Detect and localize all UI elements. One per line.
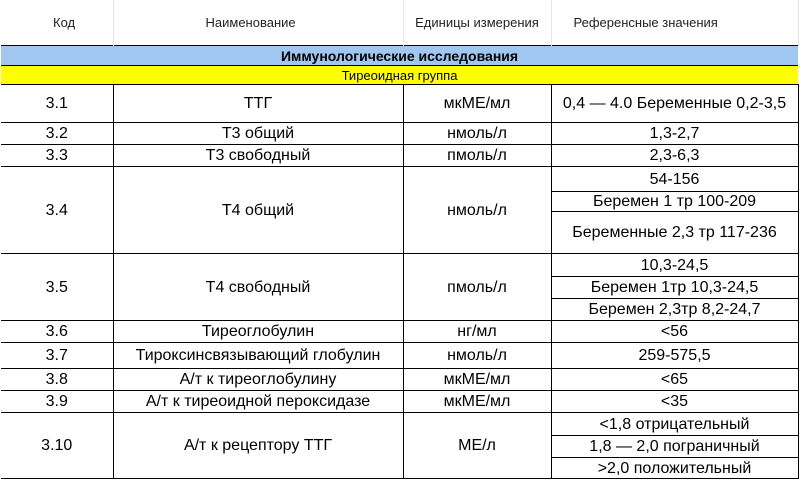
cell-code: 3.6: [1, 321, 113, 343]
cell-units: пмоль/л: [403, 145, 551, 167]
header-name: Наименование: [113, 0, 403, 46]
cell-code: 3.9: [1, 391, 113, 413]
cell-name: А/т к тиреоидной пероксидазе: [113, 391, 403, 413]
cell-reference: Беременные 2,3 тр 117-236: [551, 212, 798, 254]
cell-reference: Беремен 1тр 10,3-24,5: [551, 277, 798, 299]
cell-code: 3.1: [1, 85, 113, 123]
section-title: Иммунологические исследования: [1, 46, 798, 66]
cell-units: мкМЕ/мл: [403, 369, 551, 391]
cell-name: А/т к тиреоглобулину: [113, 369, 403, 391]
cell-code: 3.3: [1, 145, 113, 167]
cell-units: нмоль/л: [403, 343, 551, 369]
cell-reference: 0,4 — 4.0 Беременные 0,2-3,5: [551, 85, 798, 123]
cell-units: мкМЕ/мл: [403, 85, 551, 123]
cell-reference: <56: [551, 321, 798, 343]
cell-reference: <35: [551, 391, 798, 413]
cell-reference: 1,8 — 2,0 пограничный: [551, 436, 798, 458]
cell-code: 3.10: [1, 413, 113, 479]
section-row: [1, 46, 798, 66]
header-units: Единицы измерения: [403, 0, 551, 46]
cell-code: 3.8: [1, 369, 113, 391]
table-row: [1, 391, 798, 413]
cell-reference: 2,3-6,3: [551, 145, 798, 167]
cell-code: 3.4: [1, 167, 113, 254]
table-row: [1, 369, 798, 391]
cell-name: Т3 свободный: [113, 145, 403, 167]
cell-units: нмоль/л: [403, 123, 551, 145]
table-row: [1, 167, 798, 192]
cell-units: пмоль/л: [403, 254, 551, 321]
reference-table: [1, 0, 799, 479]
cell-name: Т4 общий: [113, 167, 403, 254]
header-code: Код: [1, 0, 113, 46]
cell-reference: 54-156: [551, 167, 798, 192]
cell-units: мкМЕ/мл: [403, 391, 551, 413]
cell-name: Т4 свободный: [113, 254, 403, 321]
cell-name: Т3 общий: [113, 123, 403, 145]
cell-reference: <65: [551, 369, 798, 391]
cell-reference: Беремен 1 тр 100-209: [551, 192, 798, 212]
cell-name: ТТГ: [113, 85, 403, 123]
cell-reference: >2,0 положительный: [551, 458, 798, 479]
cell-code: 3.5: [1, 254, 113, 321]
cell-reference: 259-575,5: [551, 343, 798, 369]
cell-reference: Беремен 2,3тр 8,2-24,7: [551, 299, 798, 321]
table-row: [1, 343, 798, 369]
cell-name: Тироксинсвязывающий глобулин: [113, 343, 403, 369]
cell-units: МЕ/л: [403, 413, 551, 479]
cell-name: Тиреоглобулин: [113, 321, 403, 343]
cell-code: 3.2: [1, 123, 113, 145]
cell-reference: 1,3-2,7: [551, 123, 798, 145]
cell-units: нг/мл: [403, 321, 551, 343]
cell-reference: 10,3-24,5: [551, 254, 798, 277]
table-row: [1, 145, 798, 167]
table-row: [1, 85, 798, 123]
cell-name: А/т к рецептору ТТГ: [113, 413, 403, 479]
table-row: [1, 123, 798, 145]
group-title: Тиреоидная группа: [1, 66, 798, 85]
header-reference: Референсные значения: [551, 0, 798, 46]
table-row: [1, 254, 798, 277]
cell-reference: <1,8 отрицательный: [551, 413, 798, 436]
header-row: [1, 0, 798, 46]
table-row: [1, 413, 798, 436]
cell-code: 3.7: [1, 343, 113, 369]
table-row: [1, 321, 798, 343]
group-row: [1, 66, 798, 85]
cell-units: нмоль/л: [403, 167, 551, 254]
